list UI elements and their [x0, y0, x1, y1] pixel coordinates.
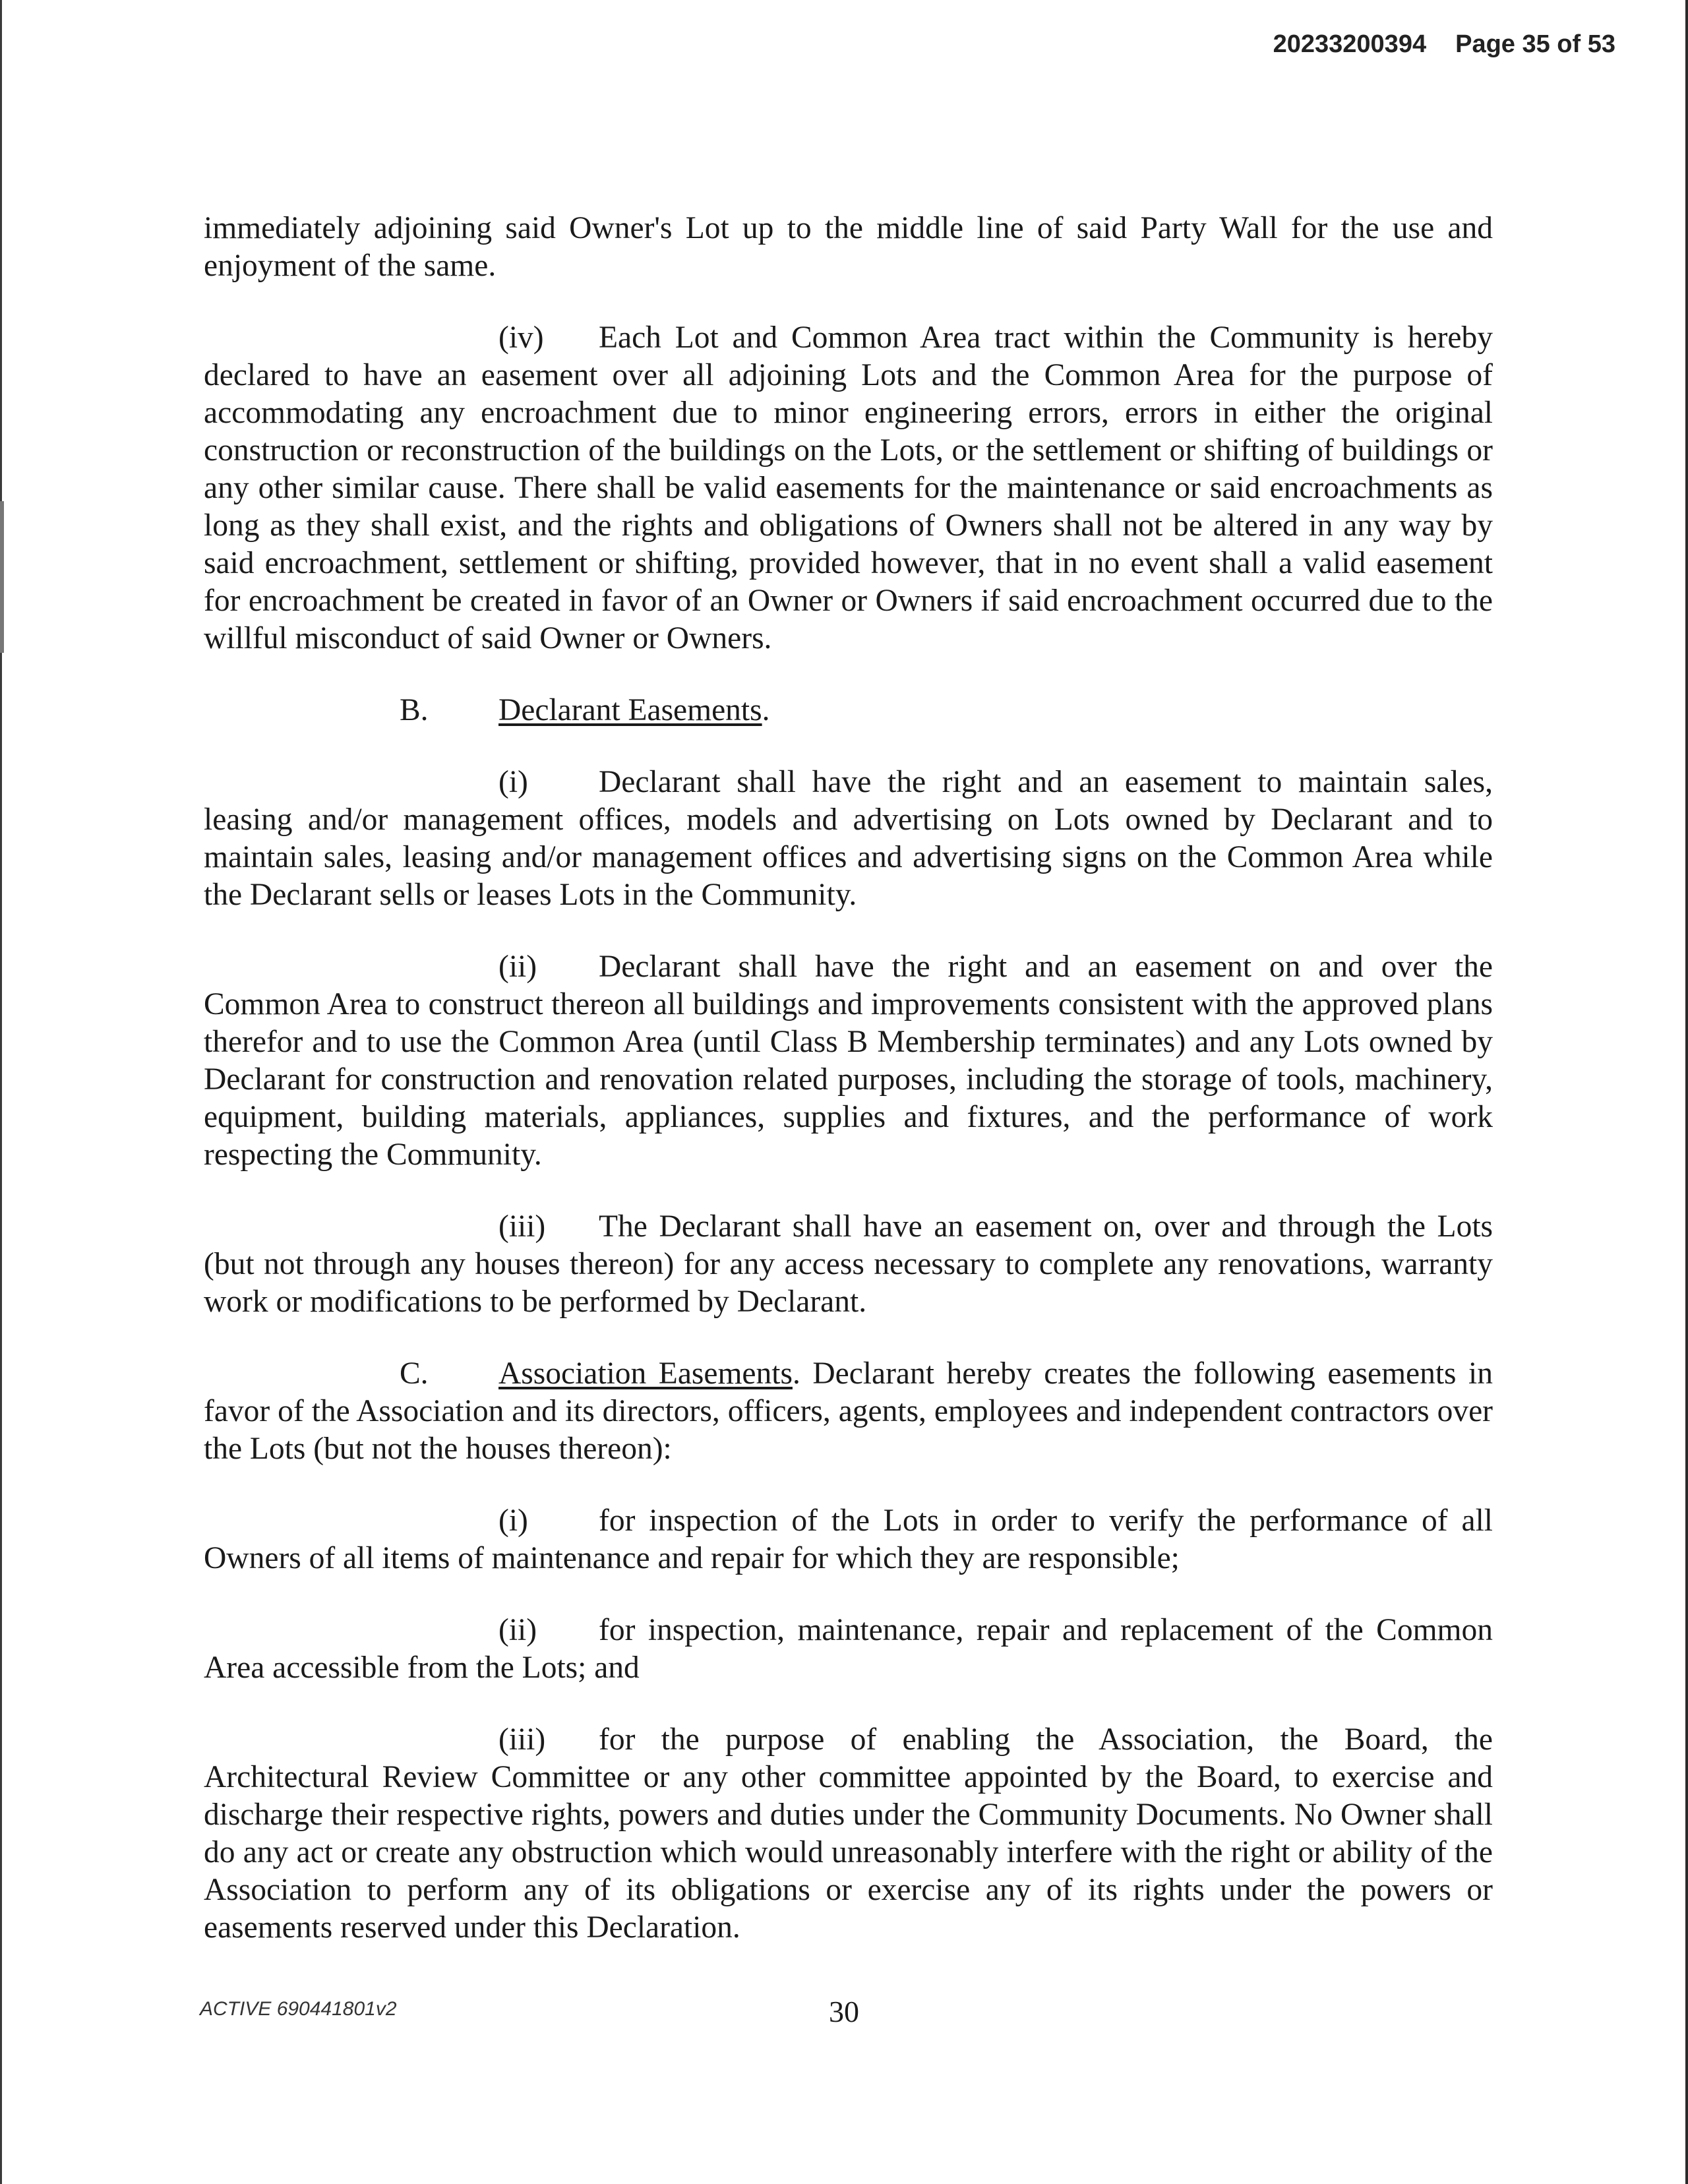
section-c	[204, 1355, 1493, 1468]
page-number: 30	[829, 1995, 859, 2028]
right-page-edge	[1685, 0, 1688, 2184]
item-label: (i)	[498, 1503, 528, 1538]
item-text: The Declarant shall have an easement on, over and through the Lots (but not through any houses thereon) for any access necessary to complete any renovations, warranty work or modifications to be performed by Declarant.	[204, 1209, 1493, 1319]
paragraph-b-i	[204, 764, 1493, 914]
left-edge-mark	[0, 501, 4, 653]
section-label: C.	[400, 1356, 429, 1391]
item-text: Declarant shall have the right and an easement to maintain sales, leasing and/or management offices, models and advertising on Lots owned by Declarant and to maintain sales, leasing and/or management offices and advertising signs on the Common Area while the Declarant sells or leases Lots in the Community.	[204, 765, 1493, 912]
item-text: Declarant shall have the right and an easement on and over the Common Area to construct thereon all buildings and improvements consistent with the approved plans therefor and to use the Common Area (until Class B Membership terminates) and any Lots owned by Declarant for construction and renovation related purposes, including the storage of tools, machinery, equipment, building materials, appliances, supplies and fixtures, and the performance of work respecting the Community.	[204, 950, 1493, 1172]
section-text: . Declarant hereby creates the following easements in favor of the Association and its directors, officers, agents, employees and independent contractors over the Lots (but not the houses thereon):	[204, 1356, 1493, 1466]
section-title: Declarant Easements	[498, 693, 762, 727]
item-text: for inspection of the Lots in order to verify the performance of all Owners of all items of maintenance and repair for which they are responsible;	[204, 1503, 1493, 1575]
item-text: Each Lot and Common Area tract within the Community is hereby declared to have an easement over all adjoining Lots and the Common Area for the purpose of accommodating any encroachment due to minor engineering errors, errors in either the original construction or reconstruction of the buildings on the Lots, or the settlement or shifting of buildings or any other similar cause. There shall be valid easements for the maintenance or said encroachments as long as they shall exist, and the rights and obligations of Owners shall not be altered in any way by said encroachment, settlement or shifting, provided however, that in no event shall a valid easement for encroachment be created in favor of an Owner or Owners if said encroachment occurred due to the willful misconduct of said Owner or Owners.	[204, 320, 1493, 655]
section-title: Association Easements	[498, 1356, 793, 1391]
page-header	[1273, 30, 1615, 59]
item-label: (ii)	[498, 950, 537, 984]
left-page-edge	[0, 0, 2, 2184]
document-number: 20233200394	[1273, 30, 1427, 58]
paragraph-iv	[204, 319, 1493, 657]
item-label: (iii)	[498, 1209, 546, 1244]
document-id: ACTIVE 690441801v2	[200, 1998, 397, 2020]
item-text: for the purpose of enabling the Association, the Board, the Architectural Review Committee or any other committee appointed by the Board, to exercise and discharge their respective rights, powers and duties under the Community Documents. No Owner shall do any act or create any obstruction which would unreasonably interfere with the right or ability of the Association to perform any of its obligations or exercise any of its rights under the powers or easements reserved under this Declaration.	[204, 1722, 1493, 1945]
paragraph-c-i	[204, 1502, 1493, 1577]
item-label: (ii)	[498, 1613, 537, 1647]
section-label: B.	[400, 693, 429, 727]
item-label: (i)	[498, 765, 528, 799]
section-b-heading	[204, 692, 1493, 729]
page-label: Page 35 of 53	[1455, 30, 1615, 58]
item-label: (iv)	[498, 320, 544, 355]
paragraph-c-iii	[204, 1721, 1493, 1947]
section-title-period: .	[762, 693, 770, 727]
paragraph-b-iii	[204, 1208, 1493, 1321]
paragraph-b-ii	[204, 948, 1493, 1174]
item-text: for inspection, maintenance, repair and replacement of the Common Area accessible from the Lots; and	[204, 1613, 1493, 1685]
item-label: (iii)	[498, 1722, 546, 1757]
paragraph-continuation: immediately adjoining said Owner's Lot up to the middle line of said Party Wall for the use and enjoyment of the same.	[204, 211, 1493, 283]
document-body	[204, 210, 1493, 1947]
paragraph-c-ii	[204, 1612, 1493, 1687]
